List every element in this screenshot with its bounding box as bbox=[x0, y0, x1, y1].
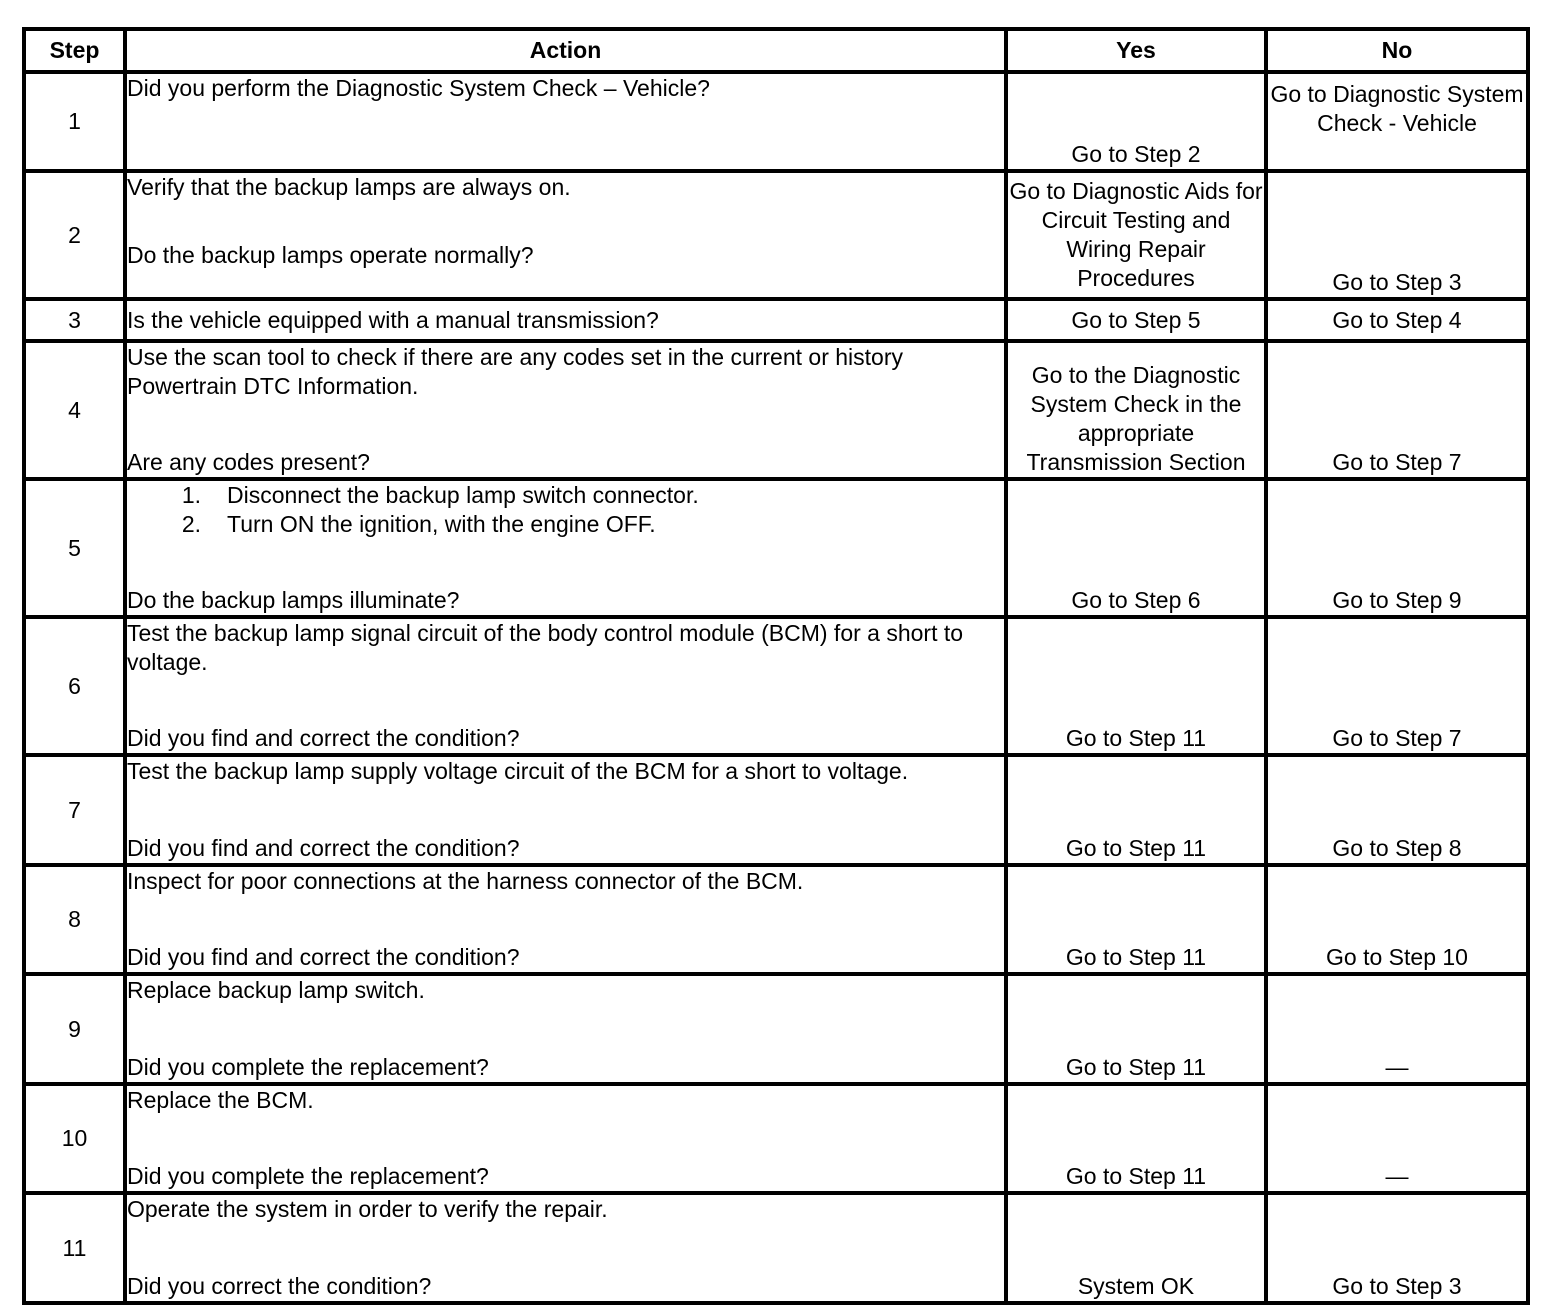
action-question: Did you find and correct the condition? bbox=[127, 944, 520, 970]
substep bbox=[127, 510, 1004, 539]
no-cell: Go to Step 8 bbox=[1266, 755, 1528, 865]
no-cell: Go to Step 4 bbox=[1266, 299, 1528, 341]
table-row bbox=[24, 755, 1528, 865]
header-action: Action bbox=[125, 29, 1006, 72]
action-cell bbox=[125, 1084, 1006, 1193]
table-row bbox=[24, 974, 1528, 1084]
action-cell bbox=[125, 755, 1006, 865]
action-cell bbox=[125, 479, 1006, 617]
no-cell: Go to Step 3 bbox=[1266, 1193, 1528, 1303]
yes-cell: Go to Step 11 bbox=[1006, 755, 1266, 865]
action-question: Did you find and correct the condition? bbox=[127, 725, 520, 751]
step-number: 9 bbox=[24, 974, 125, 1084]
no-cell: Go to Diagnostic System Check - Vehicle bbox=[1266, 72, 1528, 171]
substep-text: Disconnect the backup lamp switch connector. bbox=[227, 482, 699, 508]
action-text: Operate the system in order to verify the repair. bbox=[127, 1196, 608, 1222]
step-number: 1 bbox=[24, 72, 125, 171]
action-question: Do the backup lamps operate normally? bbox=[127, 242, 534, 268]
substep bbox=[127, 481, 1004, 510]
step-number: 5 bbox=[24, 479, 125, 617]
yes-cell: Go to Step 11 bbox=[1006, 617, 1266, 755]
step-number: 6 bbox=[24, 617, 125, 755]
yes-cell: Go to the Diagnostic System Check in the appropriate Transmission Section bbox=[1006, 341, 1266, 479]
no-cell: Go to Step 7 bbox=[1266, 617, 1528, 755]
diagnostic-table bbox=[22, 27, 1530, 1305]
action-cell bbox=[125, 341, 1006, 479]
action-text: Test the backup lamp supply voltage circuit of the BCM for a short to voltage. bbox=[127, 758, 909, 784]
action-cell bbox=[125, 72, 1006, 171]
header-yes: Yes bbox=[1006, 29, 1266, 72]
action-question: Did you correct the condition? bbox=[127, 1273, 432, 1299]
step-number: 3 bbox=[24, 299, 125, 341]
no-cell: — bbox=[1266, 974, 1528, 1084]
action-question: Did you complete the replacement? bbox=[127, 1054, 489, 1080]
yes-cell: Go to Step 5 bbox=[1006, 299, 1266, 341]
step-number: 8 bbox=[24, 865, 125, 974]
header-step: Step bbox=[24, 29, 125, 72]
no-cell: Go to Step 10 bbox=[1266, 865, 1528, 974]
action-text: Inspect for poor connections at the harness connector of the BCM. bbox=[127, 868, 804, 894]
table-row bbox=[24, 341, 1528, 479]
yes-cell: Go to Step 6 bbox=[1006, 479, 1266, 617]
action-cell bbox=[125, 171, 1006, 299]
substep-text: Turn ON the ignition, with the engine OFF. bbox=[227, 511, 656, 537]
action-text: Use the scan tool to check if there are any codes set in the current or history Powertrain DTC Information. bbox=[127, 344, 904, 399]
action-text: Is the vehicle equipped with a manual transmission? bbox=[127, 306, 659, 333]
step-number: 11 bbox=[24, 1193, 125, 1303]
action-text: Did you perform the Diagnostic System Check – Vehicle? bbox=[127, 75, 710, 101]
no-cell: Go to Step 3 bbox=[1266, 171, 1528, 299]
table-row bbox=[24, 72, 1528, 171]
action-cell bbox=[125, 974, 1006, 1084]
yes-cell: Go to Step 2 bbox=[1006, 72, 1266, 171]
step-number: 4 bbox=[24, 341, 125, 479]
yes-cell: Go to Step 11 bbox=[1006, 974, 1266, 1084]
table-row bbox=[24, 299, 1528, 341]
header-row bbox=[24, 29, 1528, 72]
action-text: Replace the BCM. bbox=[127, 1087, 314, 1113]
action-cell bbox=[125, 865, 1006, 974]
yes-cell: Go to Step 11 bbox=[1006, 865, 1266, 974]
action-text: Replace backup lamp switch. bbox=[127, 977, 425, 1003]
action-question: Did you find and correct the condition? bbox=[127, 835, 520, 861]
action-text: Test the backup lamp signal circuit of the body control module (BCM) for a short to voltage. bbox=[127, 620, 964, 675]
header-no: No bbox=[1266, 29, 1528, 72]
table-row bbox=[24, 479, 1528, 617]
no-cell: Go to Step 9 bbox=[1266, 479, 1528, 617]
action-question: Did you complete the replacement? bbox=[127, 1163, 489, 1189]
yes-cell: System OK bbox=[1006, 1193, 1266, 1303]
step-number: 2 bbox=[24, 171, 125, 299]
no-cell: Go to Step 7 bbox=[1266, 341, 1528, 479]
table-row bbox=[24, 1193, 1528, 1303]
action-cell bbox=[125, 617, 1006, 755]
table-row bbox=[24, 865, 1528, 974]
table-row bbox=[24, 1084, 1528, 1193]
table-row bbox=[24, 171, 1528, 299]
substep-number: 1. bbox=[181, 482, 201, 508]
action-question: Are any codes present? bbox=[127, 449, 370, 475]
table-row bbox=[24, 617, 1528, 755]
action-cell bbox=[125, 1193, 1006, 1303]
action-cell bbox=[125, 299, 1006, 341]
step-number: 7 bbox=[24, 755, 125, 865]
step-number: 10 bbox=[24, 1084, 125, 1193]
yes-cell: Go to Diagnostic Aids for Circuit Testing and Wiring Repair Procedures bbox=[1006, 171, 1266, 299]
action-text: Verify that the backup lamps are always on. bbox=[127, 174, 571, 200]
action-question: Do the backup lamps illuminate? bbox=[127, 587, 460, 613]
substep-number: 2. bbox=[181, 511, 201, 537]
yes-cell: Go to Step 11 bbox=[1006, 1084, 1266, 1193]
no-cell: — bbox=[1266, 1084, 1528, 1193]
